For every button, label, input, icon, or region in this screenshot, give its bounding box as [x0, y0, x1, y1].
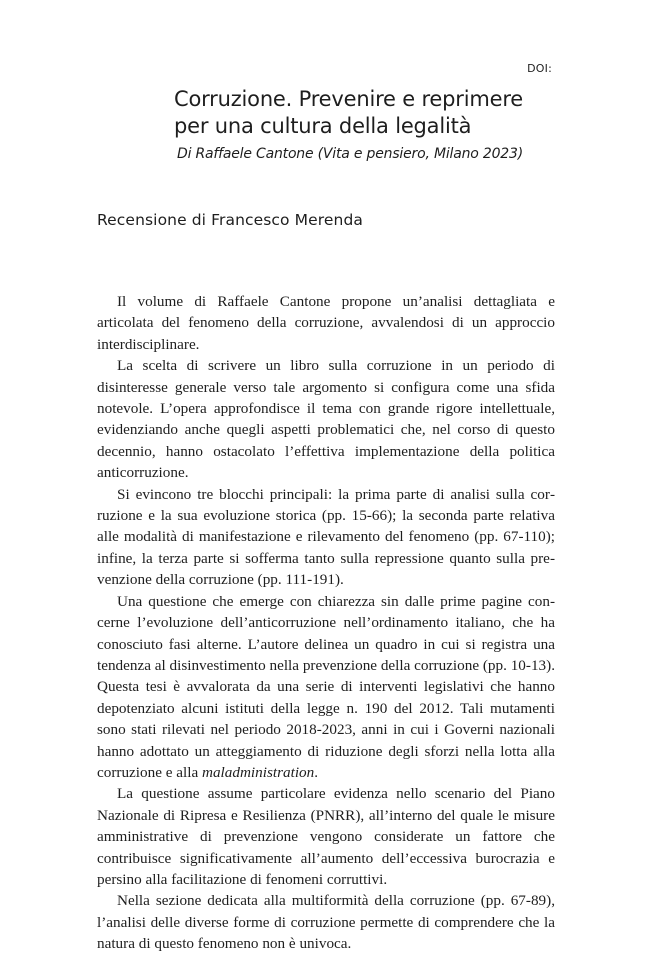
- paragraph-2: La scelta di scrivere un libro sulla corruzione in un periodo di disinteresse generale verso tale argomento si configura come una sfida notevole. L’opera approfondisce il tema con grande rigore intellettuale, evidenziando anche quegli aspetti problematici che, nel corso di questo decennio, hanno ostacolato l’effettiva implementazione della politica anticorruzione.: [97, 357, 555, 482]
- paragraph-4: Una questione che emerge con chiarezza sin dalle prime pagine concerne l’evoluzione dell’anticorruzione nell’ordinamento italiano, che ha conosciuto fasi alterne. L’autore delinea un quadro in cui si registra una tendenza al disinvestimento nella prevenzione della corruzione (pp. 10-13). Questa tesi è avvalorata da una serie di interventi legislativi che hanno depotenziato alcuni istituti della legge n. 190 del 2012. Tali mutamenti sono stati rilevati nel periodo 2018-2023, anni in cui i Governi nazionali hanno adottato un atteggiamento di riduzione degli sforzi nella lotta alla corruzione e alla maladministration.: [97, 592, 555, 781]
- review-body: [97, 291, 555, 955]
- paragraph-3: Si evincono tre blocchi principali: la prima parte di analisi sulla corruzione e la sua evoluzione storica (pp. 15-66); la seconda parte relativa alle modalità di manifestazione e rilevamento del fenomeno (pp. 67-110); infine, la terza parte si sofferma tanto sulla repressione quanto sulla prevenzione della corruzione (pp. 111-191).: [97, 485, 555, 589]
- paragraph-1: Il volume di Raffaele Cantone propone un’analisi dettagliata e articolata del fenomeno della corruzione, avvalendosi di un approccio interdisciplinare.: [97, 293, 555, 353]
- maladministration-term: maladministration: [202, 763, 315, 781]
- paragraph-6: Nella sezione dedicata alla multiformità della corruzione (pp. 67-89), l’analisi delle diverse forme di corruzione permette di comprendere che la natura di questo fenomeno non è univoca.: [97, 892, 555, 953]
- paragraph-4-text: Una questione che emerge con chiarezza sin dalle prime pagine concerne l’evoluzione dell’anticorruzione nell’ordinamento italiano, che ha conosciuto fasi alterne. L’autore delinea un quadro in cui si registra una tendenza al disinvestimento nella prevenzione della corruzione (pp. 10-13). Questa tesi è avvalorata da una serie di interventi legislativi che hanno depotenziato alcuni istituti della legge n. 190 del 2012. Tali mutamenti sono stati rilevati nel periodo 2018-2023, anni in cui i Governi nazionali hanno adottato un atteggiamento di riduzione degli sforzi nella lotta alla corruzione e alla: [97, 592, 555, 781]
- article-title: [174, 86, 523, 140]
- article-subtitle: Di Raffaele Cantone (Vita e pensiero, Milano 2023): [177, 146, 523, 162]
- article-title-line-1: Corruzione. Prevenire e reprimere: [174, 87, 524, 111]
- doi-label: DOI:: [527, 62, 552, 75]
- article-title-line-2: per una cultura della legalità: [174, 114, 472, 138]
- reviewer-heading: Recensione di Francesco Merenda: [97, 211, 364, 229]
- paragraph-5: La questione assume particolare evidenza nello scenario del Piano Nazionale di Ripresa e Resilienza (PNRR), all’interno del quale le misure amministrative di prevenzione vengono considerate un fattore che contribuisce significativamente all’aumento dell’eccessiva burocrazia e persino alla facilitazione di fenomeni corruttivi.: [97, 785, 555, 888]
